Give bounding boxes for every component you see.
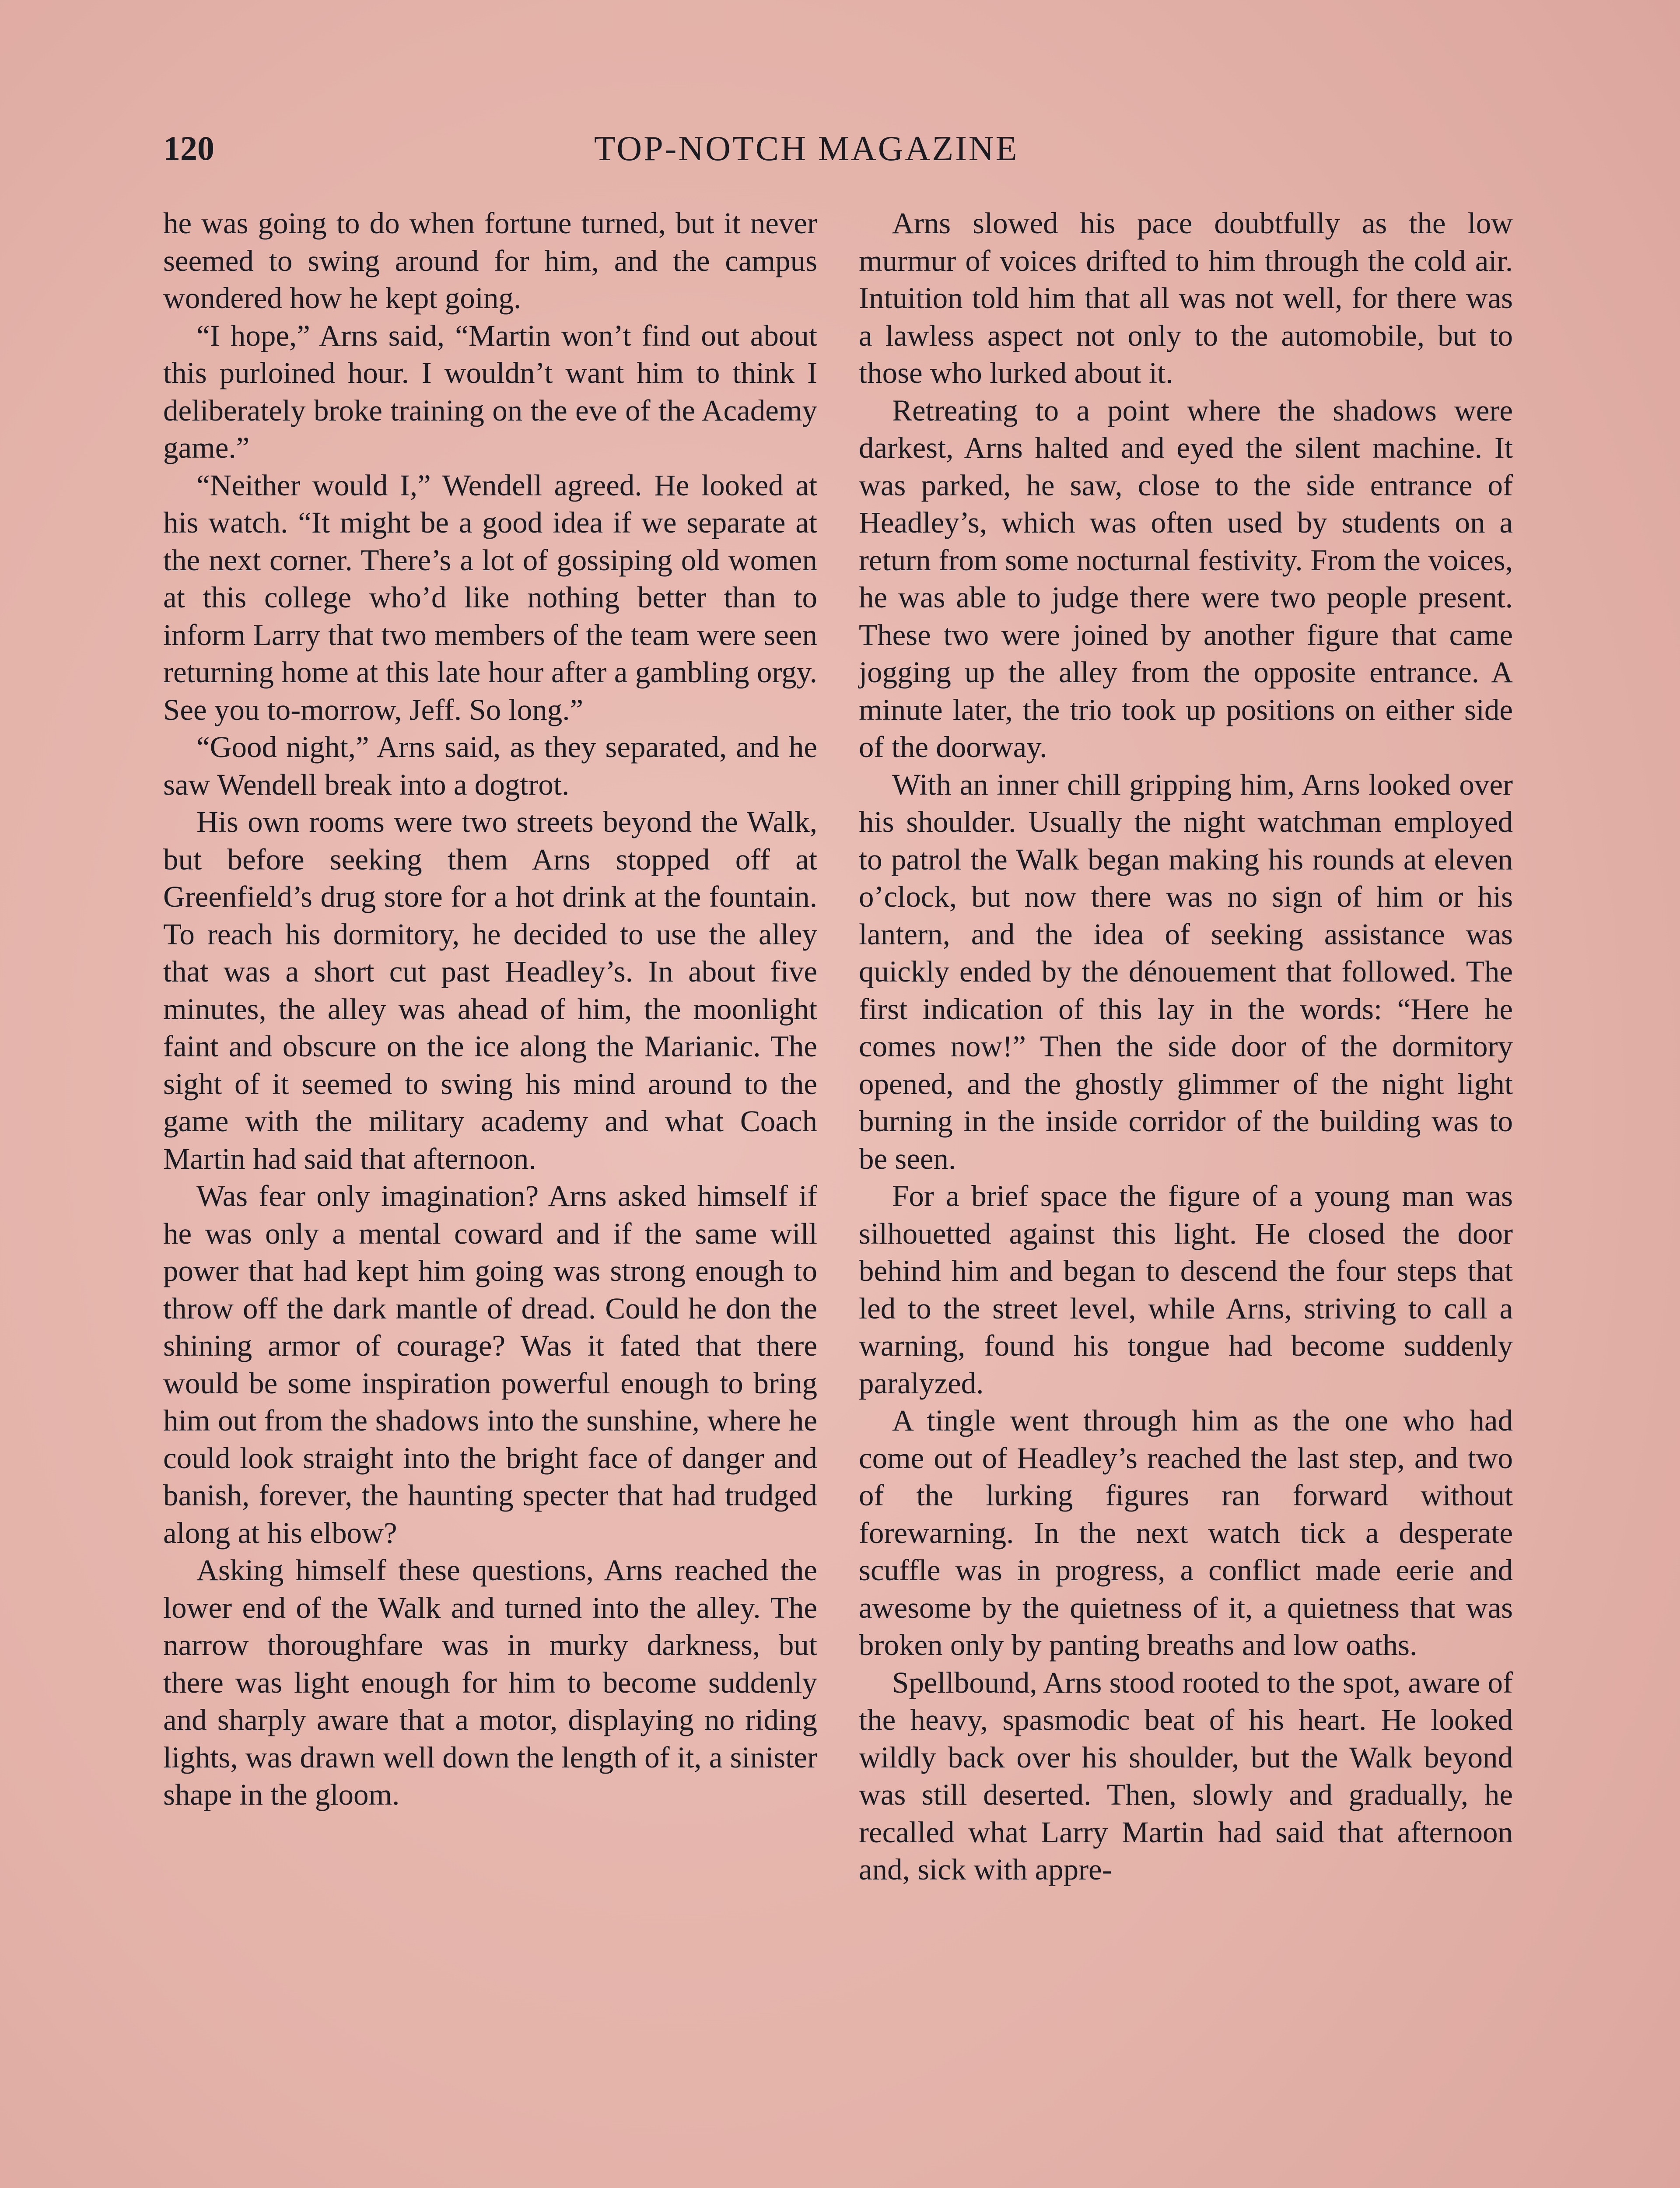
right-column [859, 205, 1513, 1889]
running-title: TOP-NOTCH MAGAZINE [594, 130, 1019, 168]
paragraph: Retreating to a point where the shadows were darkest, Arns halted and eyed the silent machine. It was parked, he saw, close to the side entrance of Headley’s, which was often used by students on a return from some nocturnal festivity. From the voices, he was able to judge there were two people present. These two were joined by another figure that came jogging up the alley from the opposite entrance. A minute later, the trio took up positions on either side of the doorway. [859, 393, 1513, 764]
left-column [163, 205, 817, 1814]
paragraph: Arns slowed his pace doubtfully as the low murmur of voices drifted to him through the cold air. Intuition told him that all was not well, for there was a lawless aspect not only to the automobile, but to those who lurked about it. [859, 207, 1513, 389]
paragraph: “Good night,” Arns said, as they separated, and he saw Wendell break into a dogtrot. [163, 730, 817, 801]
paragraph: “Neither would I,” Wendell agreed. He looked at his watch. “It might be a good idea if we separate at the next corner. There’s a lot of gossiping old women at this college who’d like nothing better than to inform Larry that two members of the team were seen returning home at this late hour after a gambling orgy. See you to-morrow, Jeff. So long.” [163, 468, 817, 726]
paragraph: Asking himself these questions, Arns reached the lower end of the Walk and turned into the alley. The narrow thoroughfare was in murky darkness, but there was light enough for him to become suddenly and sharply aware that a motor, displaying no riding lights, was drawn well down the length of it, a sinister shape in the gloom. [163, 1553, 817, 1811]
page-number: 120 [163, 129, 214, 167]
paragraph: With an inner chill gripping him, Arns looked over his shoulder. Usually the night watchman employed to patrol the Walk began making his rounds at eleven o’clock, but now there was no sign of him or his lantern, and the idea of seeking assistance was quickly ended by the dénouement that followed. The first indication of this lay in the words: “Here he comes now!” Then the side door of the dormitory opened, and the ghostly glimmer of the night light burning in the inside corridor of the building was to be seen. [859, 768, 1513, 1175]
paragraph: Spellbound, Arns stood rooted to the spot, aware of the heavy, spasmodic beat of his heart. He looked wildly back over his shoulder, but the Walk beyond was still deserted. Then, slowly and gradually, he recalled what Larry Martin had said that afternoon and, sick with appre- [859, 1666, 1513, 1886]
paragraph: A tingle went through him as the one who had come out of Headley’s reached the last step, and two of the lurking figures ran forward without forewarning. In the next watch tick a desperate scuffle was in progress, a conflict made eerie and awesome by the quietness of it, a quietness that was broken only by panting breaths and low oaths. [859, 1404, 1513, 1662]
paragraph: he was going to do when fortune turned, but it never seemed to swing around for him, and the campus wondered how he kept going. [163, 207, 817, 315]
paragraph: “I hope,” Arns said, “Martin won’t find out about this purloined hour. I wouldn’t want him to think I deliberately broke training on the eve of the Academy game.” [163, 319, 817, 464]
paragraph: His own rooms were two streets beyond the Walk, but before seeking them Arns stopped off at Greenfield’s drug store for a hot drink at the fountain. To reach his dormitory, he decided to use the alley that was a short cut past Headley’s. In about five minutes, the alley was ahead of him, the moonlight faint and obscure on the ice along the Marianic. The sight of it seemed to swing his mind around to the game with the military academy and what Coach Martin had said that afternoon. [163, 805, 817, 1175]
page-header [163, 131, 1515, 184]
paragraph: Was fear only imagination? Arns asked himself if he was only a mental coward and if the same will power that had kept him going was strong enough to throw off the dark mantle of dread. Could he don the shining armor of courage? Was it fated that there would be some inspiration powerful enough to bring him out from the shadows into the sunshine, where he could look straight into the bright face of danger and banish, forever, the haunting specter that had trudged along at his elbow? [163, 1179, 817, 1550]
paragraph: For a brief space the figure of a young man was silhouetted against this light. He closed the door behind him and began to descend the four steps that led to the street level, while Arns, striving to call a warning, found his tongue had become suddenly paralyzed. [859, 1179, 1513, 1400]
